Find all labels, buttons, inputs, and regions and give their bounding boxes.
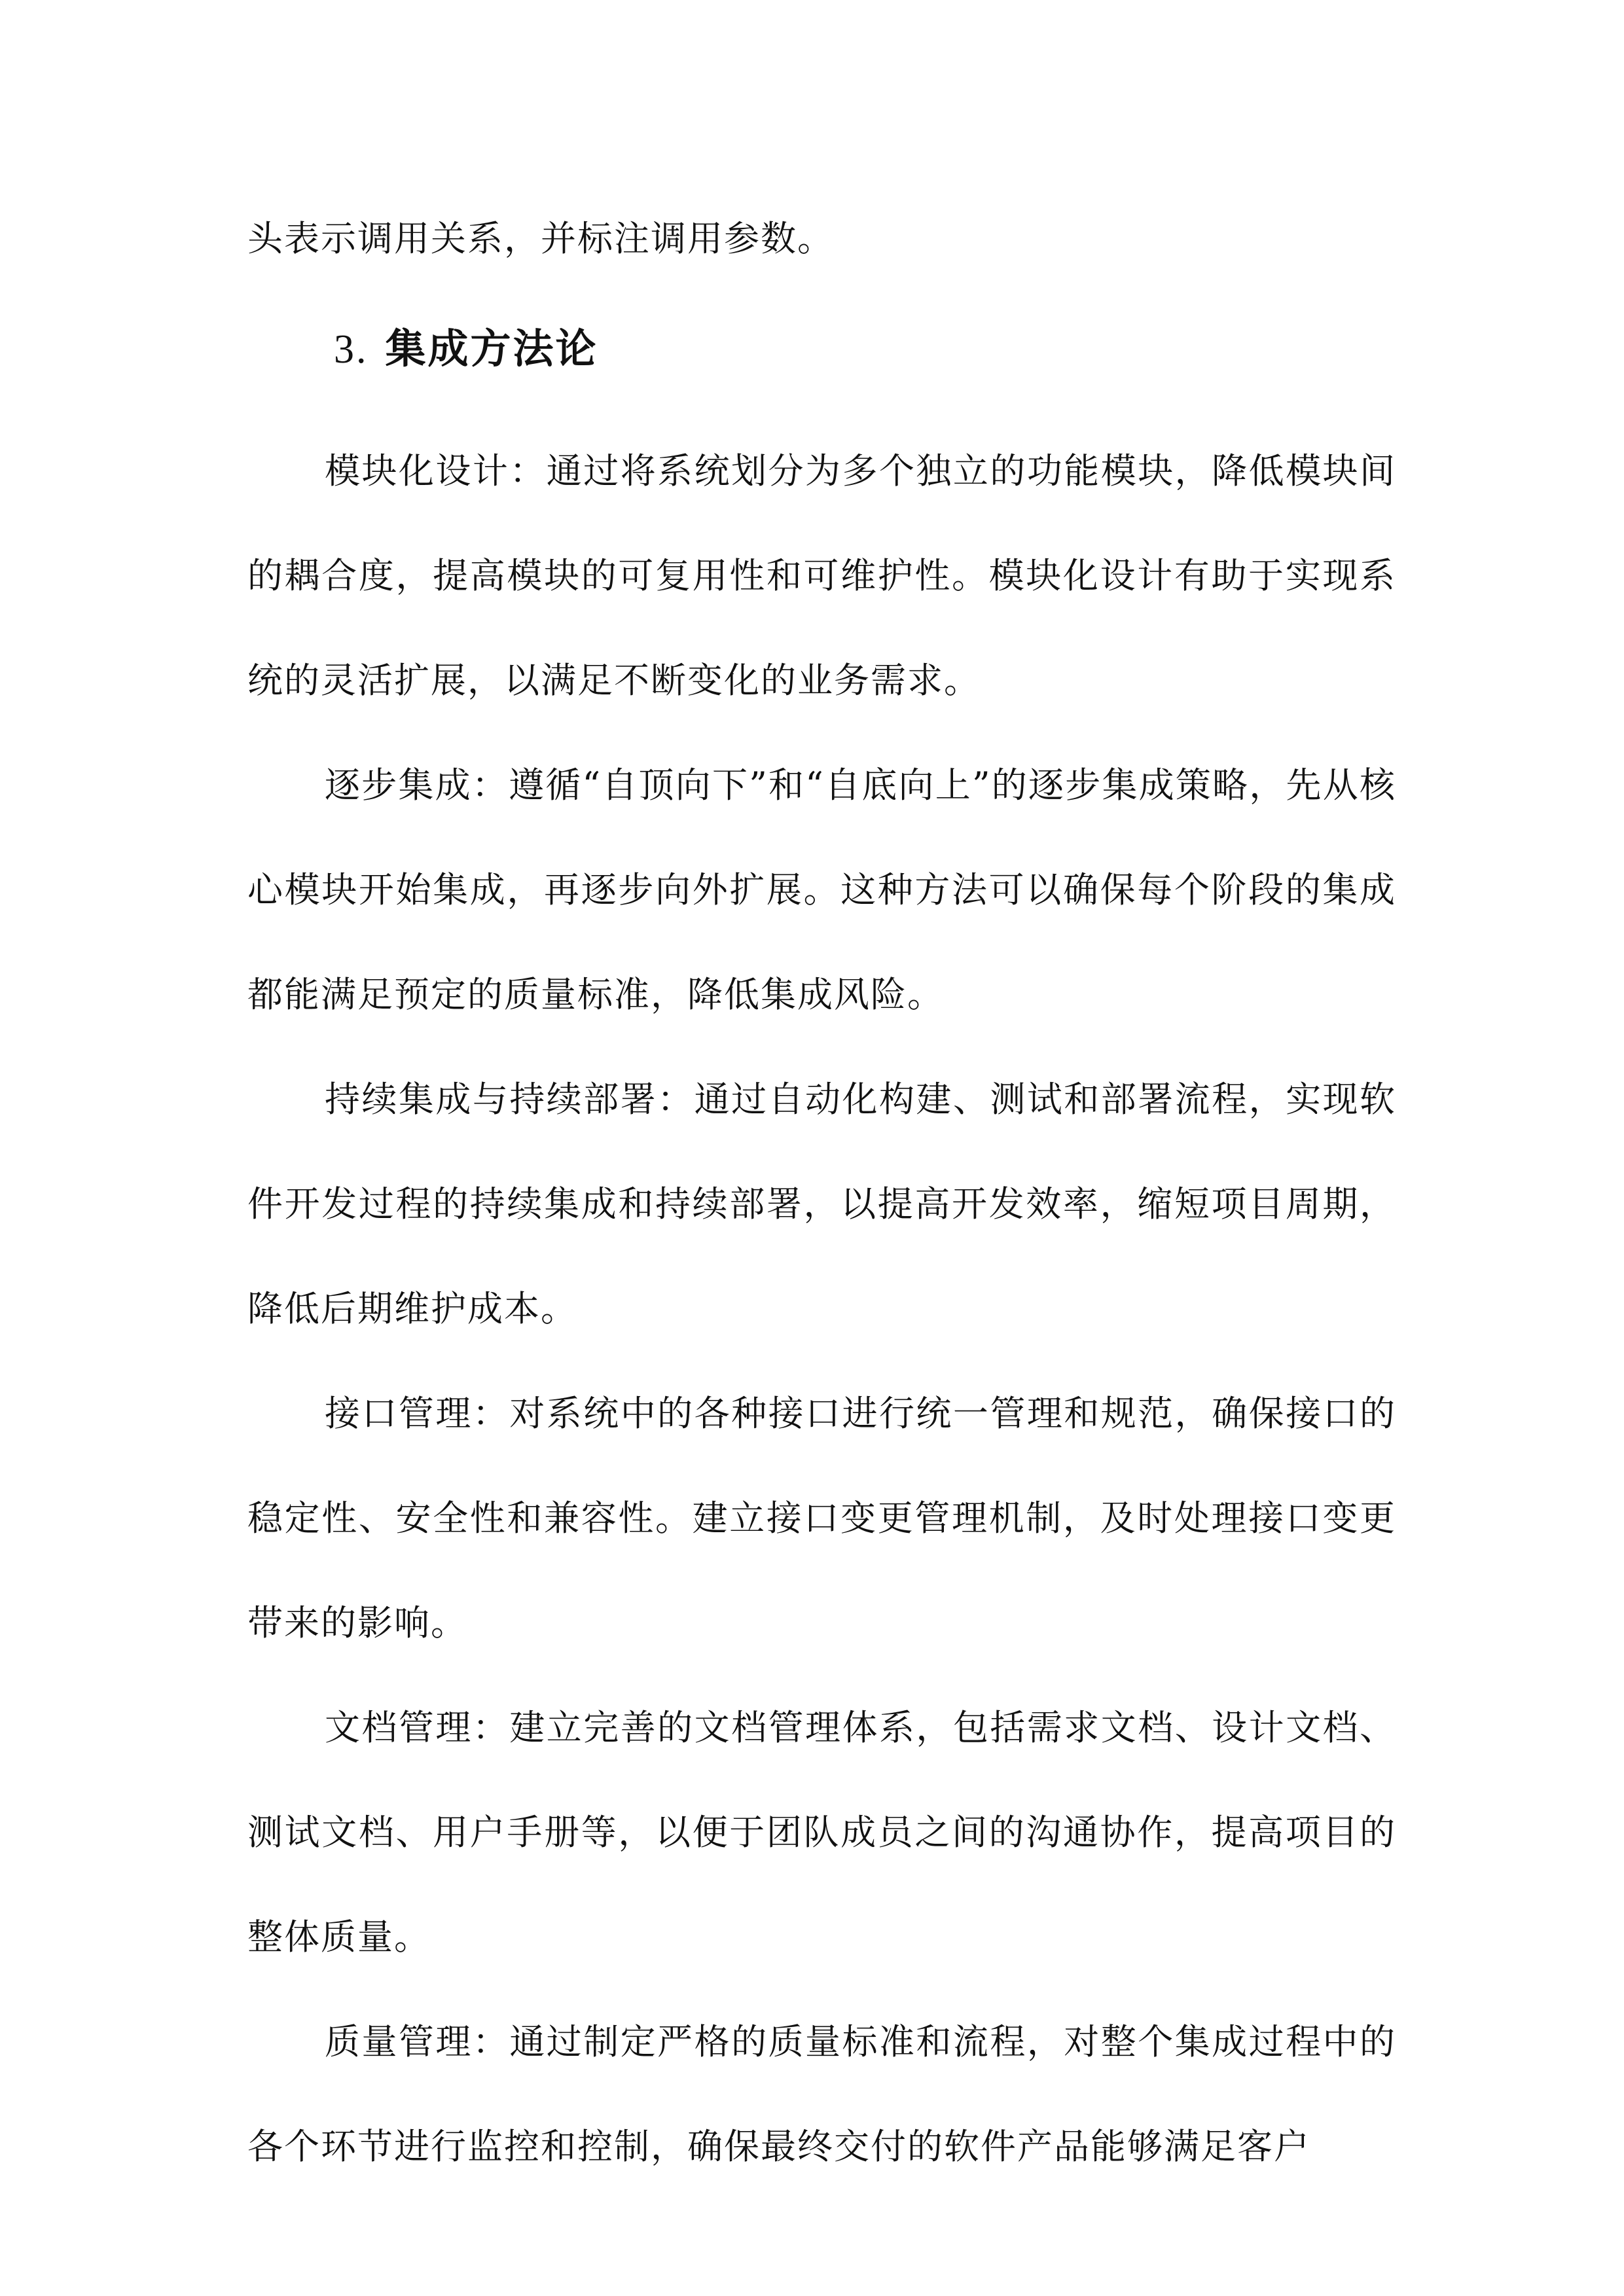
section-title: 集成方法论 bbox=[385, 325, 598, 372]
section-heading bbox=[247, 291, 1396, 419]
paragraph-document-management: 文档管理：建立完善的文档管理体系，包括需求文档、设计文档、测试文档、用户手册等，以便于团队成员之间的沟通协作，提高项目的整体质量。 bbox=[247, 1707, 1396, 1958]
paragraph-interface-management: 接口管理：对系统中的各种接口进行统一管理和规范，确保接口的稳定性、安全性和兼容性。建立接口变更管理机制，及时处理接口变更带来的影响。 bbox=[247, 1393, 1396, 1643]
paragraph-ci-cd: 持续集成与持续部署：通过自动化构建、测试和部署流程，实现软件开发过程的持续集成和持续部署，以提高开发效率，缩短项目周期，降低后期维护成本。 bbox=[247, 1079, 1396, 1329]
document-body bbox=[247, 187, 1396, 2199]
paragraph-quality-management: 质量管理：通过制定严格的质量标准和流程，对整个集成过程中的各个环节进行监控和控制，确保最终交付的软件产品能够满足客户 bbox=[247, 2021, 1396, 2167]
continuation-paragraph: 头表示调用关系，并标注调用参数。 bbox=[247, 218, 834, 259]
paragraph-modular-design: 模块化设计：通过将系统划分为多个独立的功能模块，降低模块间的耦合度，提高模块的可复用性和可维护性。模块化设计有助于实现系统的灵活扩展，以满足不断变化的业务需求。 bbox=[247, 450, 1396, 701]
section-number: 3. bbox=[334, 327, 369, 372]
paragraph-incremental-integration: 逐步集成：遵循“自顶向下”和“自底向上”的逐步集成策略，先从核心模块开始集成，再逐步向外扩展。这种方法可以确保每个阶段的集成都能满足预定的质量标准，降低集成风险。 bbox=[247, 764, 1396, 1015]
